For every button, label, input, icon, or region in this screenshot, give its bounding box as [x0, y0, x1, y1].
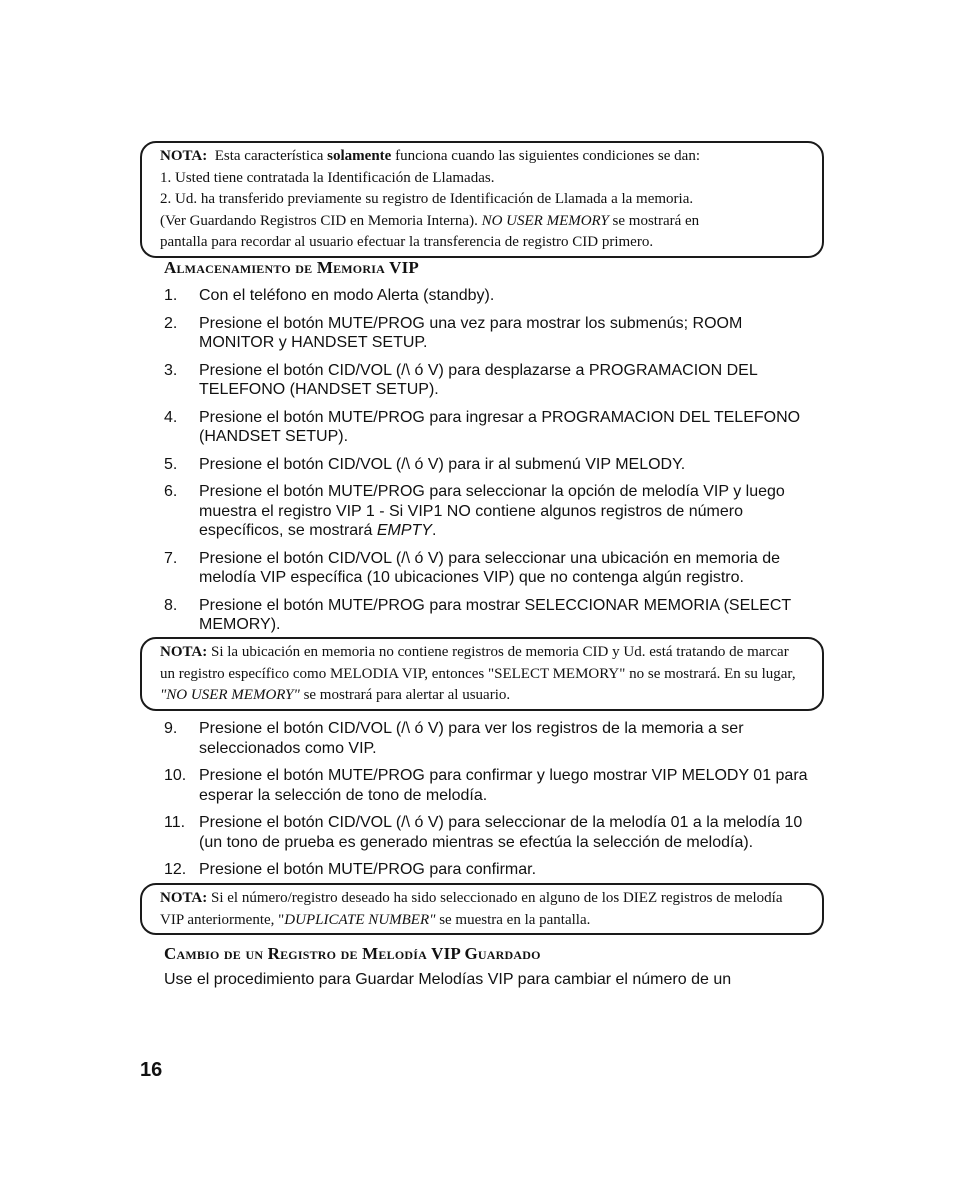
note-label: NOTA:	[160, 644, 208, 660]
note-line: pantalla para recordar al usuario efectuar la transferencia de registro CID primero.	[160, 234, 654, 250]
note-box-duplicate-number: NOTA: Si el número/registro deseado ha sido seleccionado en alguno de los DIEZ registros de melodía VIP anteriormente, "DUPLICATE NUMBER" se muestra en la pantalla.	[140, 883, 824, 935]
body-paragraph: Use el procedimiento para Guardar Melodías VIP para cambiar el número de un	[164, 971, 732, 988]
list-item: 1. Con el teléfono en modo Alerta (standby).	[164, 287, 495, 304]
list-item: 10. Presione el botón MUTE/PROG para confirmar y luego mostrar VIP MELODY 01 para esperar la selección de tono de melodía.	[164, 767, 808, 804]
section-title-memory-vip: Almacenamiento de Memoria VIP	[164, 258, 419, 277]
list-item: 4. Presione el botón MUTE/PROG para ingresar a PROGRAMACION DEL TELEFONO (HANDSET SETUP).	[164, 408, 801, 445]
list-item: 7. Presione el botón CID/VOL (/\ ó V) para seleccionar una ubicación en memoria de melodía VIP específica (10 ubicaciones VIP) que no contenga algún registro.	[164, 549, 781, 586]
note-line: NOTA: Esta característica solamente funciona cuando las siguientes condiciones se dan:	[160, 148, 700, 164]
list-item: 2. Presione el botón MUTE/PROG una vez para mostrar los submenús; ROOM MONITOR y HANDSET SETUP.	[164, 314, 743, 351]
list-item: 8. Presione el botón MUTE/PROG para mostrar SELECCIONAR MEMORIA (SELECT MEMORY).	[164, 596, 791, 633]
note-label: NOTA:	[160, 890, 208, 906]
steps-list-first	[164, 286, 814, 643]
page-number: 16	[140, 1059, 163, 1081]
steps-list-second	[164, 719, 814, 888]
section-title-change-vip: Cambio de un Registro de Melodía VIP Guardado	[164, 944, 541, 963]
list-item: 5. Presione el botón CID/VOL (/\ ó V) para ir al submenú VIP MELODY.	[164, 455, 686, 473]
list-item: 3. Presione el botón CID/VOL (/\ ó V) para desplazarse a PROGRAMACION DEL TELEFONO (HANDSET SETUP).	[164, 361, 758, 398]
note-line: 2. Ud. ha transferido previamente su registro de Identificación de Llamada a la memoria.	[160, 191, 694, 207]
list-item: 12. Presione el botón MUTE/PROG para confirmar.	[164, 861, 537, 878]
list-item: 9. Presione el botón CID/VOL (/\ ó V) para ver los registros de la memoria a ser seleccionados como VIP.	[164, 720, 744, 757]
note-box-requirements	[140, 141, 824, 258]
list-item: 11. Presione el botón CID/VOL (/\ ó V) para seleccionar de la melodía 01 a la melodía 10 (un tono de prueba es generado mientras se efectúa la selección de melodía).	[164, 814, 803, 851]
note-box-no-user-memory: NOTA: Si la ubicación en memoria no contiene registros de memoria CID y Ud. está tratando de marcar un registro específico como MELODIA VIP, entonces "SELECT MEMORY" no se mostrará. En su lugar, "NO USER MEMORY" se mostrará para alertar al usuario.	[140, 637, 824, 711]
list-item: 6. Presione el botón MUTE/PROG para seleccionar la opción de melodía VIP y luego muestra el registro VIP 1 - Si VIP1 NO contiene algunos registros de número específicos, se mostrará EMPTY.	[164, 483, 785, 539]
note-line: (Ver Guardando Registros CID en Memoria Interna). NO USER MEMORY se mostrará en	[160, 212, 700, 229]
note-line: 1. Usted tiene contratada la Identificación de Llamadas.	[160, 169, 495, 186]
note-label: NOTA:	[160, 148, 208, 164]
